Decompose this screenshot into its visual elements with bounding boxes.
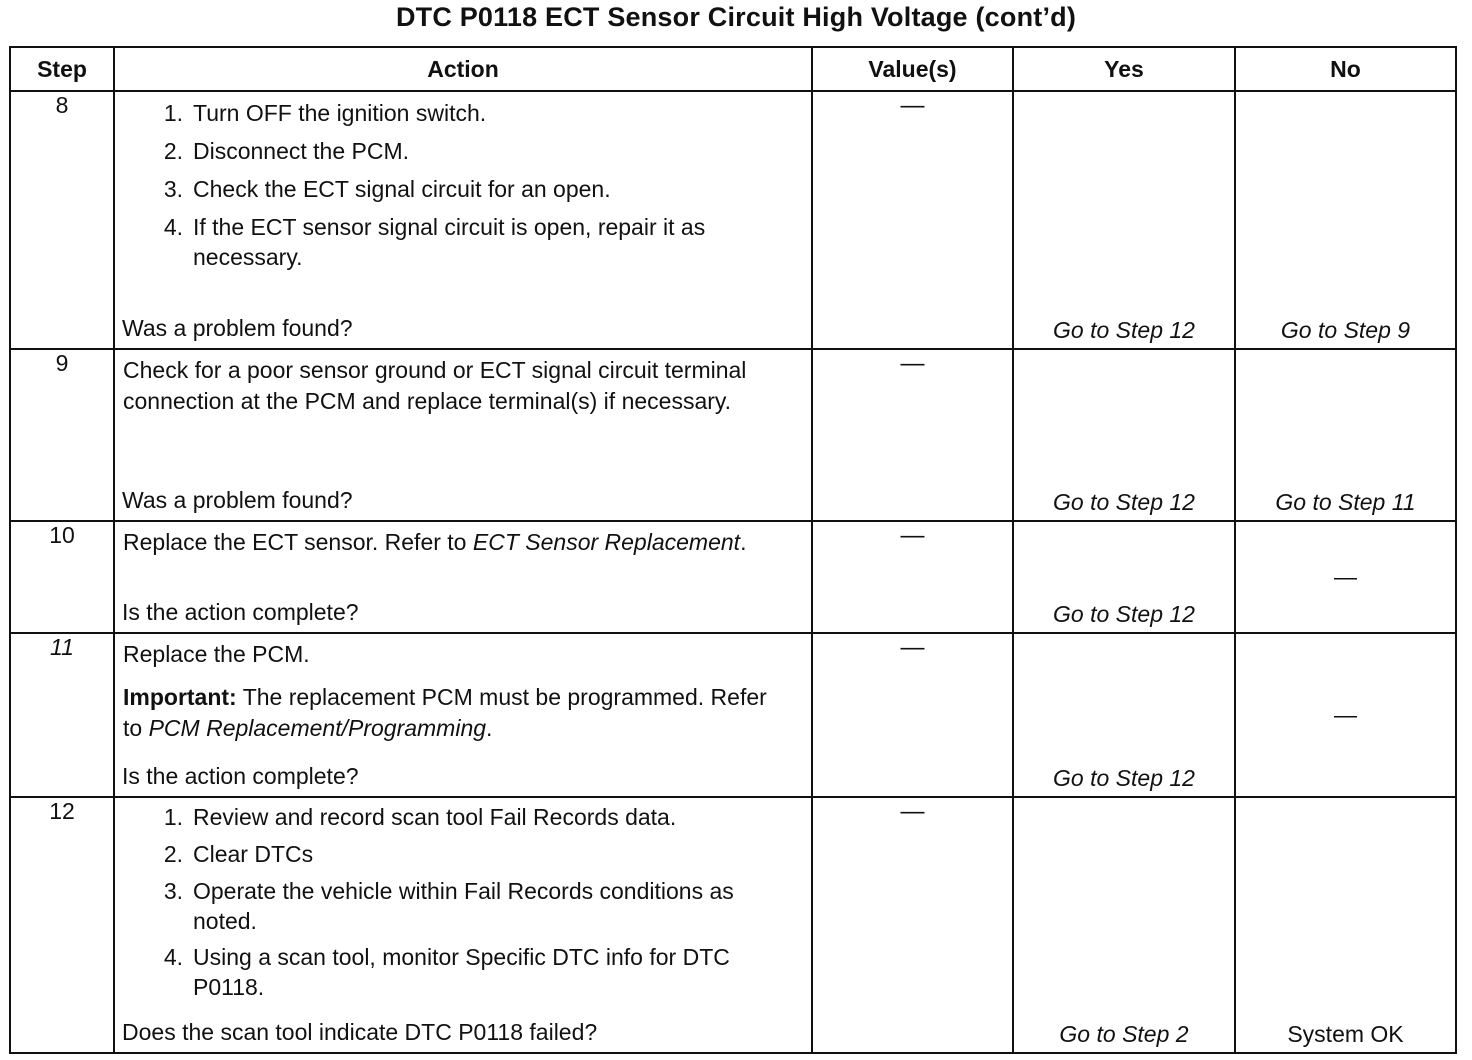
header-yes: Yes [1013,47,1235,91]
list-item: 2. Clear DTCs [163,841,314,867]
important-label: Important: [123,684,237,710]
table-row [10,521,1456,633]
action-cell [114,349,812,521]
yes-cell [1013,349,1235,521]
action-steps [123,98,801,272]
list-item: 4. If the ECT sensor signal circuit is open, repair it as necessary. [163,214,706,270]
list-item: 4. Using a scan tool, monitor Specific DTC info for DTC P0118. [163,944,730,1000]
table-row [10,91,1456,349]
table-row [10,633,1456,797]
value-cell: — [812,91,1013,349]
action-text: Replace the PCM. [123,641,310,667]
list-item: 3. Check the ECT signal circuit for an open. [163,176,611,202]
table-row [10,797,1456,1053]
yes-cell [1013,521,1235,633]
page-title: DTC P0118 ECT Sensor Circuit High Voltage (cont’d) [395,2,1077,32]
no-result: System OK [1287,1021,1404,1047]
step-number: 8 [10,91,114,349]
value-cell: — [812,521,1013,633]
no-cell [1235,797,1456,1053]
no-cell [1235,521,1456,633]
action-question: Does the scan tool indicate DTC P0118 failed? [122,1019,598,1045]
action-text: Check for a poor sensor ground or ECT signal circuit terminal connection at the PCM and replace terminal(s) if necessary. [123,357,747,414]
no-cell [1235,91,1456,349]
action-steps [123,802,801,1002]
action-cell [114,521,812,633]
yes-result: Go to Step 12 [1053,489,1195,515]
header-row [10,47,1456,91]
action-question: Is the action complete? [122,763,359,789]
header-step: Step [10,47,114,91]
no-result: — [1334,563,1357,590]
step-number: 9 [10,349,114,521]
action-cell [114,633,812,797]
list-item: 1. Turn OFF the ignition switch. [163,100,487,126]
yes-cell [1013,797,1235,1053]
no-cell [1235,633,1456,797]
action-question: Was a problem found? [122,315,353,341]
step-number: 10 [10,521,114,633]
action-question: Was a problem found? [122,487,353,513]
reference-link-text: PCM Replacement/Programming [148,715,487,741]
yes-result: Go to Step 2 [1059,1021,1189,1047]
step-number: 11 [10,633,114,797]
header-action: Action [114,47,812,91]
value-cell: — [812,633,1013,797]
action-question: Is the action complete? [122,599,359,625]
no-result: Go to Step 9 [1280,317,1411,343]
yes-result: Go to Step 12 [1053,601,1195,627]
yes-cell [1013,91,1235,349]
action-text: Replace the ECT sensor. Refer to ECT Sensor Replacement. [123,529,747,555]
header-values: Value(s) [812,47,1013,91]
yes-result: Go to Step 12 [1053,765,1195,791]
yes-cell [1013,633,1235,797]
reference-link-text: ECT Sensor Replacement [472,529,741,555]
table-row [10,349,1456,521]
action-cell [114,797,812,1053]
value-cell: — [812,349,1013,521]
no-result: Go to Step 11 [1275,489,1416,515]
header-no: No [1235,47,1456,91]
no-cell [1235,349,1456,521]
diagnostic-table [9,46,1457,1054]
step-number: 12 [10,797,114,1053]
value-cell: — [812,797,1013,1053]
list-item: 1. Review and record scan tool Fail Records data. [163,804,677,830]
yes-result: Go to Step 12 [1053,317,1195,343]
list-item: 2. Disconnect the PCM. [163,138,410,164]
no-result: — [1334,701,1357,728]
action-cell [114,91,812,349]
list-item: 3. Operate the vehicle within Fail Records conditions as noted. [163,878,734,934]
important-note: Important: The replacement PCM must be programmed. Refer to PCM Replacement/Programming. [123,684,767,741]
